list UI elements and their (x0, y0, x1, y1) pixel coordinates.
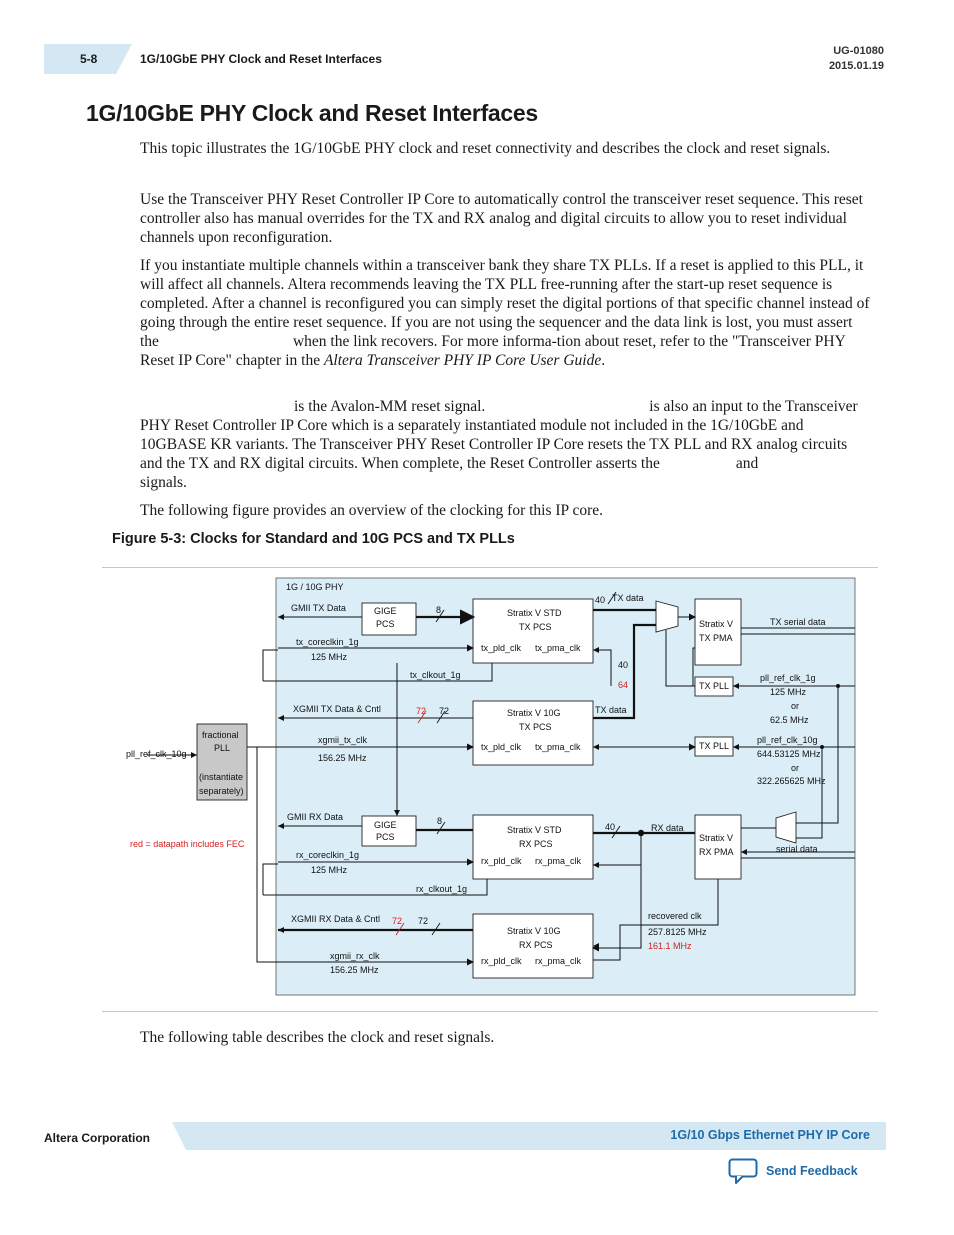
pll-ref-clk-10g-label: pll_ref_clk_10g (757, 735, 818, 745)
10g-rx-pcs-label-2: RX PCS (519, 940, 553, 950)
doc-number: UG-01080 (833, 45, 884, 57)
doc-date: 2015.01.19 (828, 60, 884, 72)
avalon-text-a: is the Avalon-MM reset signal. (294, 398, 486, 415)
page-number: 5-8 (80, 52, 98, 66)
recovered-clk-label: recovered clk (648, 911, 702, 921)
clock-diagram (102, 570, 862, 1010)
avalon-text-c: and (735, 455, 759, 472)
tx-pma-label-2: TX PMA (699, 633, 733, 643)
fec-tx-width-64: 64 (618, 680, 629, 690)
tx-bus-width-40: 40 (595, 595, 606, 605)
footer-band-notch (172, 1122, 186, 1150)
gmii-rx-width-8: 8 (437, 816, 443, 826)
fractional-pll-label-1: fractional (202, 730, 239, 740)
document-id (829, 44, 884, 74)
gmii-tx-data-label: GMII TX Data (291, 603, 346, 613)
10g-tx-pcs-label-1: Stratix V 10G (507, 708, 561, 718)
footer-product-link[interactable]: 1G/10 Gbps Ethernet PHY IP Core (670, 1128, 870, 1142)
ref-1g-or: or (791, 701, 800, 711)
fractional-pll-label-3: (instantiate (199, 772, 244, 782)
std-tx-pcs-label-1: Stratix V STD (507, 608, 562, 618)
tx-data-label-10g: TX data (595, 705, 627, 715)
tx-coreclk-freq: 125 MHz (311, 652, 348, 662)
gmii-bus-width-8: 8 (436, 605, 442, 615)
rx-pld-clk-label: rx_pld_clk (481, 856, 522, 866)
fractional-pll-label-2: PLL (214, 743, 231, 753)
ref-10g-freq-644: 644.53125 MHz (757, 749, 821, 759)
tx-pll-text-b: when the link recovers. For more informa-tion about reset, refer to the "Transceiver PHY Reset IP Core" chapter in the (140, 333, 846, 369)
fec-legend-note: red = datapath includes FEC (130, 839, 245, 849)
gige-pcs-tx-label-2: PCS (376, 619, 395, 629)
tx-coreclkin-label: tx_coreclkin_1g (296, 637, 359, 647)
phy-label: 1G / 10G PHY (286, 582, 344, 592)
rx-pma-label-1: Stratix V (699, 833, 734, 843)
ref-10g-or: or (791, 763, 800, 773)
intro-paragraph: This topic illustrates the 1G/10GbE PHY clock and reset connectivity and describes the clock and reset signals. (140, 140, 831, 157)
xgmii-tx-width-72-fec: 72 (416, 706, 427, 716)
gmii-rx-data-label: GMII RX Data (287, 812, 344, 822)
fractional-pll-label-4: separately) (199, 786, 244, 796)
table-intro-paragraph: The following table describes the clock and reset signals. (140, 1029, 495, 1046)
feedback-speech-bubble-icon (728, 1158, 758, 1184)
rx-pma-clk-label: rx_pma_clk (535, 856, 582, 866)
reset-controller-paragraph: Use the Transceiver PHY Reset Controller IP Core to automatically control the transceiver reset sequence. This reset controller also has manual overrides for the TX and RX analog and digital circuits to allow you to reset individual channels upon reconfiguration. (140, 191, 863, 246)
xgmii-rx-data-label: XGMII RX Data & Cntl (291, 914, 381, 924)
send-feedback-label: Send Feedback (766, 1164, 858, 1178)
xgmii-rx-width-72-fec: 72 (392, 916, 403, 926)
10g-rx-pcs-label-1: Stratix V 10G (507, 926, 561, 936)
10g-tx-pld-clk-label: tx_pld_clk (481, 742, 522, 752)
figure-intro-paragraph: The following figure provides an overview of the clocking for this IP core. (140, 502, 604, 519)
gige-pcs-rx-label-1: GIGE (374, 820, 397, 830)
tx-pll-text-end: . (601, 352, 606, 369)
10g-tx-pcs-label-2: TX PCS (519, 722, 552, 732)
pll-ref-clk-1g-label: pll_ref_clk_1g (760, 673, 816, 683)
rx-serial-data-label: serial data (776, 844, 818, 854)
ref-1g-freq-125: 125 MHz (770, 687, 807, 697)
std-tx-width-40: 40 (618, 660, 629, 670)
rx-data-label: RX data (651, 823, 684, 833)
xgmii-rx-width-72: 72 (418, 916, 429, 926)
running-header-title: 1G/10GbE PHY Clock and Reset Interfaces (140, 52, 382, 66)
figure-top-rule (102, 567, 878, 568)
section-title: 1G/10GbE PHY Clock and Reset Interfaces (86, 100, 538, 126)
tx-pma-clk-label: tx_pma_clk (535, 643, 581, 653)
10g-tx-pma-clk-label: tx_pma_clk (535, 742, 581, 752)
tx-mux (656, 601, 678, 632)
tx-pma-label-1: Stratix V (699, 619, 734, 629)
avalon-text-d: signals. (140, 474, 187, 491)
recovered-clk-freq-161: 161.1 MHz (648, 941, 692, 951)
10g-rx-pld-clk-label: rx_pld_clk (481, 956, 522, 966)
std-rx-pcs-label-1: Stratix V STD (507, 825, 562, 835)
rx-coreclkin-label: rx_coreclkin_1g (296, 850, 360, 860)
footer-company: Altera Corporation (44, 1131, 151, 1145)
xgmii-rx-clk-freq: 156.25 MHz (330, 965, 379, 975)
tx-clkout-label: tx_clkout_1g (410, 670, 461, 680)
10g-rx-pma-clk-label: rx_pma_clk (535, 956, 582, 966)
rx-mux (776, 812, 796, 843)
figure-bottom-rule (102, 1011, 878, 1012)
tx-data-label-std: TX data (612, 593, 644, 603)
tx-pld-clk-label: tx_pld_clk (481, 643, 522, 653)
tx-pma-block (695, 599, 741, 665)
avalon-reset-paragraph (140, 397, 870, 492)
tx-serial-data-label: TX serial data (770, 617, 826, 627)
tx-pll-1g-label: TX PLL (699, 681, 730, 691)
user-guide-reference: Altera Transceiver PHY IP Core User Guide (323, 352, 602, 369)
recovered-clk-freq-257: 257.8125 MHz (648, 927, 707, 937)
rx-pma-label-2: RX PMA (699, 847, 734, 857)
rx-coreclk-freq: 125 MHz (311, 865, 348, 875)
xgmii-tx-data-label: XGMII TX Data & Cntl (293, 704, 381, 714)
ref-1g-freq-62: 62.5 MHz (770, 715, 809, 725)
tx-pll-text-a: If you instantiate multiple channels within a transceiver bank they share TX PLLs. If a reset is applied to this PLL, it will affect all channels. Altera recommends leaving the TX PLL free-running after the start-up reset sequence is completed. After a channel is reconfigured you can simply reset the digital portions of that specific channel instead of going through the entire reset sequence. If you are not using the sequencer and the data link is lost, you must assert the (140, 257, 870, 350)
gige-pcs-rx-label-2: PCS (376, 832, 395, 842)
send-feedback-link[interactable] (728, 1158, 858, 1184)
ref-10g-freq-322: 322.265625 MHz (757, 776, 826, 786)
figure-caption: Figure 5-3: Clocks for Standard and 10G PCS and TX PLLs (112, 531, 515, 547)
gige-pcs-tx-label-1: GIGE (374, 606, 397, 616)
xgmii-rx-clk-label: xgmii_rx_clk (330, 951, 380, 961)
xgmii-tx-clk-freq: 156.25 MHz (318, 753, 367, 763)
avalon-text-b: is also an input to the Transceiver PHY Reset Controller IP Core which is a separately instantiated module not included in the 1G/10GbE and 10GBASE KR variants. The Transceiver PHY Reset Controller IP Core resets the TX PLL and RX analog circuits and the TX and RX digital circuits. When complete, the Reset Controller asserts the (140, 398, 858, 472)
rx-clkout-label: rx_clkout_1g (416, 884, 468, 894)
rx-bus-width-40: 40 (605, 822, 616, 832)
std-tx-pcs-label-2: TX PCS (519, 622, 552, 632)
pll-ref-clk-10g-input-label: pll_ref_clk_10g (126, 749, 187, 759)
std-rx-pcs-label-2: RX PCS (519, 839, 553, 849)
tx-pll-10g-label: TX PLL (699, 741, 730, 751)
xgmii-tx-clk-label: xgmii_tx_clk (318, 735, 368, 745)
header-tab-notch (116, 44, 132, 74)
xgmii-tx-width-72: 72 (439, 706, 450, 716)
tx-pll-paragraph (140, 256, 870, 370)
